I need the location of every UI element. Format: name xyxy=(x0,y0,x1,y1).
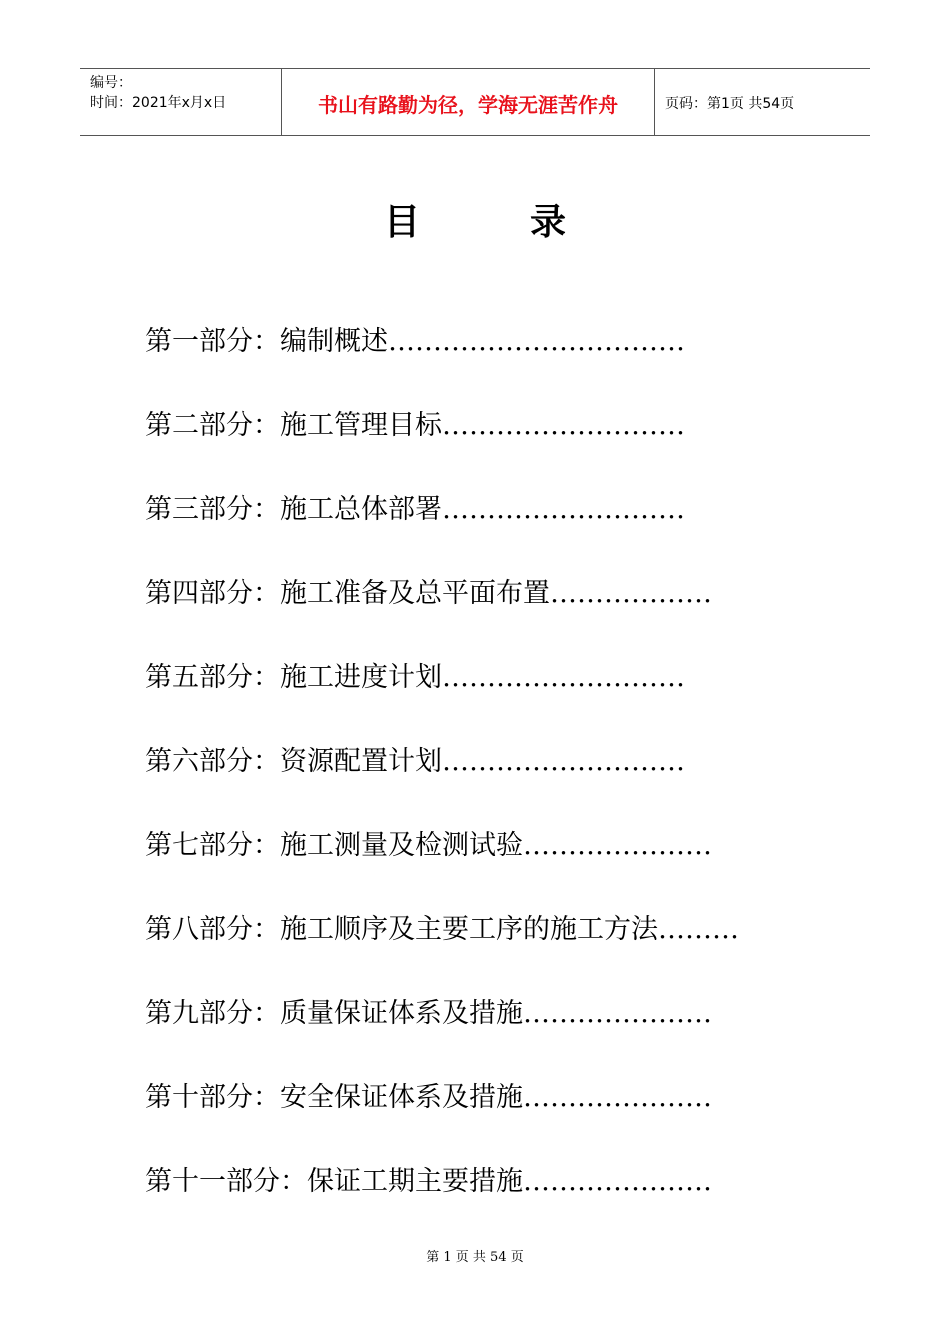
toc-item[interactable]: 第六部分：资源配置计划……………………… xyxy=(145,746,685,777)
title-char-2: 录 xyxy=(530,201,567,243)
header-meta xyxy=(80,69,282,135)
date-label: 时间：2021年x月x日 xyxy=(90,95,227,111)
page-title xyxy=(0,194,950,245)
toc-item[interactable]: 第八部分：施工顺序及主要工序的施工方法……… xyxy=(145,914,739,945)
serial-number-label: 编号： xyxy=(90,75,132,91)
toc-item[interactable]: 第一部分：编制概述…………………………… xyxy=(145,326,685,357)
toc-item[interactable]: 第四部分：施工准备及总平面布置……………… xyxy=(145,578,712,609)
toc-item[interactable]: 第十部分：安全保证体系及措施………………… xyxy=(145,1082,712,1113)
toc-item[interactable]: 第九部分：质量保证体系及措施………………… xyxy=(145,998,712,1029)
page-header xyxy=(80,68,870,136)
table-of-contents xyxy=(145,320,845,1244)
header-motto: 书山有路勤为径，学海无涯苦作舟 xyxy=(282,69,655,135)
toc-item[interactable]: 第二部分：施工管理目标……………………… xyxy=(145,410,685,441)
page-footer: 第 1 页 共 54 页 xyxy=(426,1250,524,1265)
toc-item[interactable]: 第五部分：施工进度计划……………………… xyxy=(145,662,685,693)
title-char-1: 目 xyxy=(383,201,420,243)
toc-item[interactable]: 第十一部分：保证工期主要措施………………… xyxy=(145,1166,712,1197)
header-page-info: 页码：第1页 共54页 xyxy=(665,96,795,112)
toc-item[interactable]: 第七部分：施工测量及检测试验………………… xyxy=(145,830,712,861)
toc-item[interactable]: 第三部分：施工总体部署……………………… xyxy=(145,494,685,525)
